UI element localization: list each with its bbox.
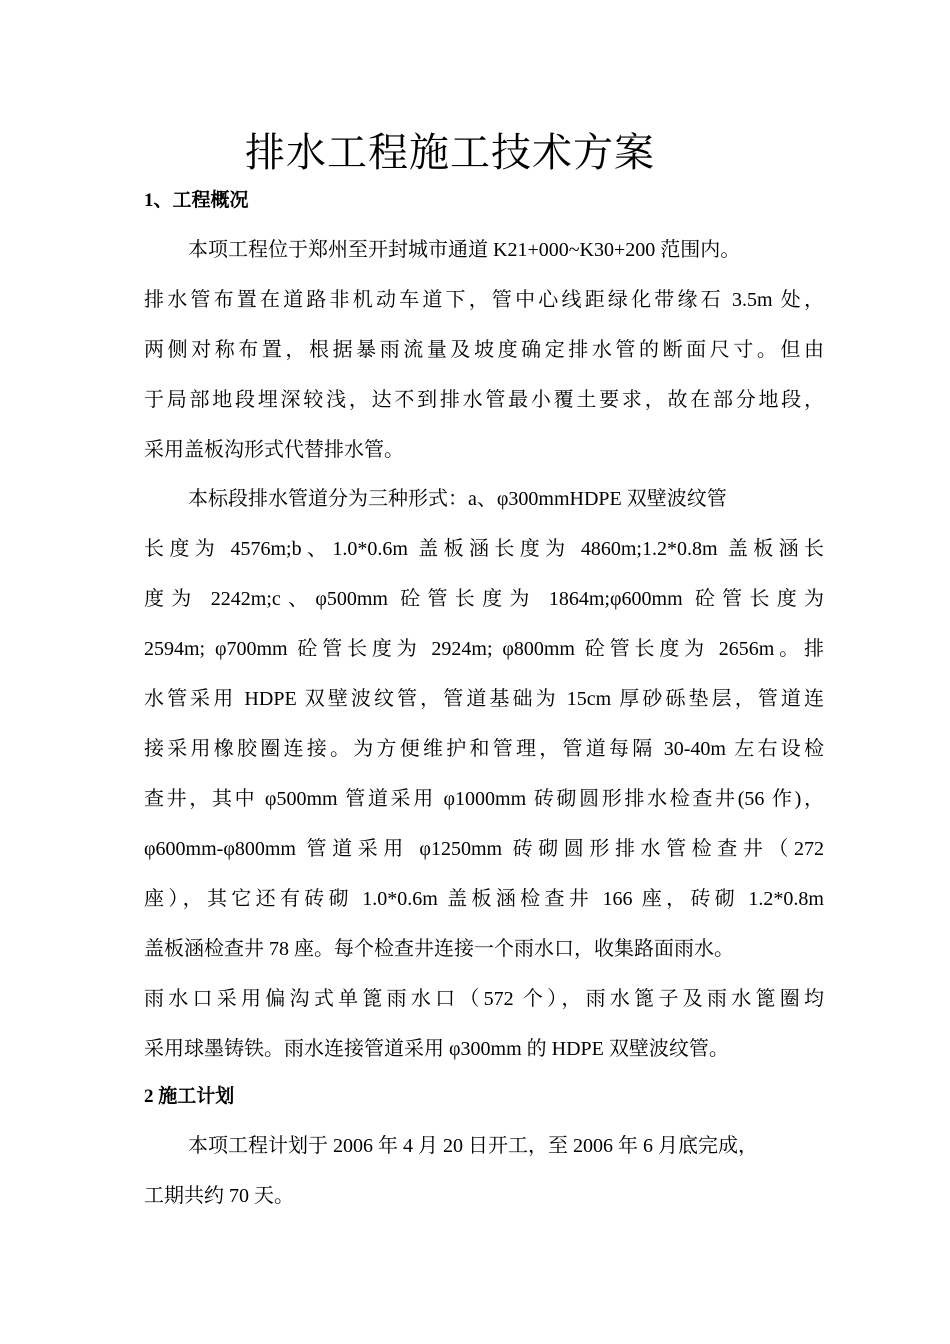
paragraph-line: 于局部地段埋深较浅，达不到排水管最小覆土要求，故在部分地段， (144, 389, 824, 411)
paragraph-line: 查井，其中 φ500mm 管道采用 φ1000mm 砖砌圆形排水检查井(56 作)， (144, 788, 824, 810)
paragraph-line: 2594m; φ700mm 砼管长度为 2924m; φ800mm 砼管长度为 2656m。排 (144, 638, 824, 660)
paragraph-line: 本项工程位于郑州至开封城市通道 K21+000~K30+200 范围内。 (188, 239, 741, 261)
paragraph-line: 两侧对称布置，根据暴雨流量及坡度确定排水管的断面尺寸。但由 (144, 339, 824, 361)
paragraph-line: 工期共约 70 天。 (144, 1185, 294, 1207)
paragraph-schedule (144, 1121, 824, 1221)
paragraph-line: φ600mm-φ800mm 管道采用 φ1250mm 砖砌圆形排水管检查井（272 (144, 838, 824, 860)
paragraph-line: 采用盖板沟形式代替排水管。 (144, 439, 404, 461)
paragraph-pipe-types (144, 474, 824, 1074)
paragraph-line: 度为 2242m;c、φ500mm 砼管长度为 1864m;φ600mm 砼管长度为 (144, 588, 824, 610)
paragraph-line: 本标段排水管道分为三种形式：a、φ300mmHDPE 双壁波纹管 (188, 488, 727, 510)
paragraph-line: 接采用橡胶圈连接。为方便维护和管理，管道每隔 30-40m 左右设检 (144, 738, 824, 760)
paragraph-line: 采用球墨铸铁。雨水连接管道采用 φ300mm 的 HDPE 双壁波纹管。 (144, 1038, 729, 1060)
section-heading-schedule: 2 施工计划 (144, 1086, 235, 1107)
paragraph-line: 盖板涵检查井 78 座。每个检查井连接一个雨水口，收集路面雨水。 (144, 938, 734, 960)
paragraph-location (144, 225, 824, 475)
paragraph-line: 排水管布置在道路非机动车道下，管中心线距绿化带缘石 3.5m 处， (144, 289, 824, 311)
document-title: 排水工程施工技术方案 (245, 130, 655, 175)
paragraph-line: 水管采用 HDPE 双壁波纹管，管道基础为 15cm 厚砂砾垫层，管道连 (144, 688, 824, 710)
paragraph-line: 座），其它还有砖砌 1.0*0.6m 盖板涵检查井 166 座，砖砌 1.2*0.8m (144, 888, 824, 910)
section-heading-overview: 1、工程概况 (144, 190, 249, 211)
paragraph-line: 本项工程计划于 2006 年 4 月 20 日开工，至 2006 年 6 月底完成， (188, 1135, 758, 1157)
paragraph-line: 长度为 4576m;b、1.0*0.6m 盖板涵长度为 4860m;1.2*0.8m 盖板涵长 (144, 538, 824, 560)
paragraph-line: 雨水口采用偏沟式单篦雨水口（572 个），雨水篦子及雨水篦圈均 (144, 988, 824, 1010)
